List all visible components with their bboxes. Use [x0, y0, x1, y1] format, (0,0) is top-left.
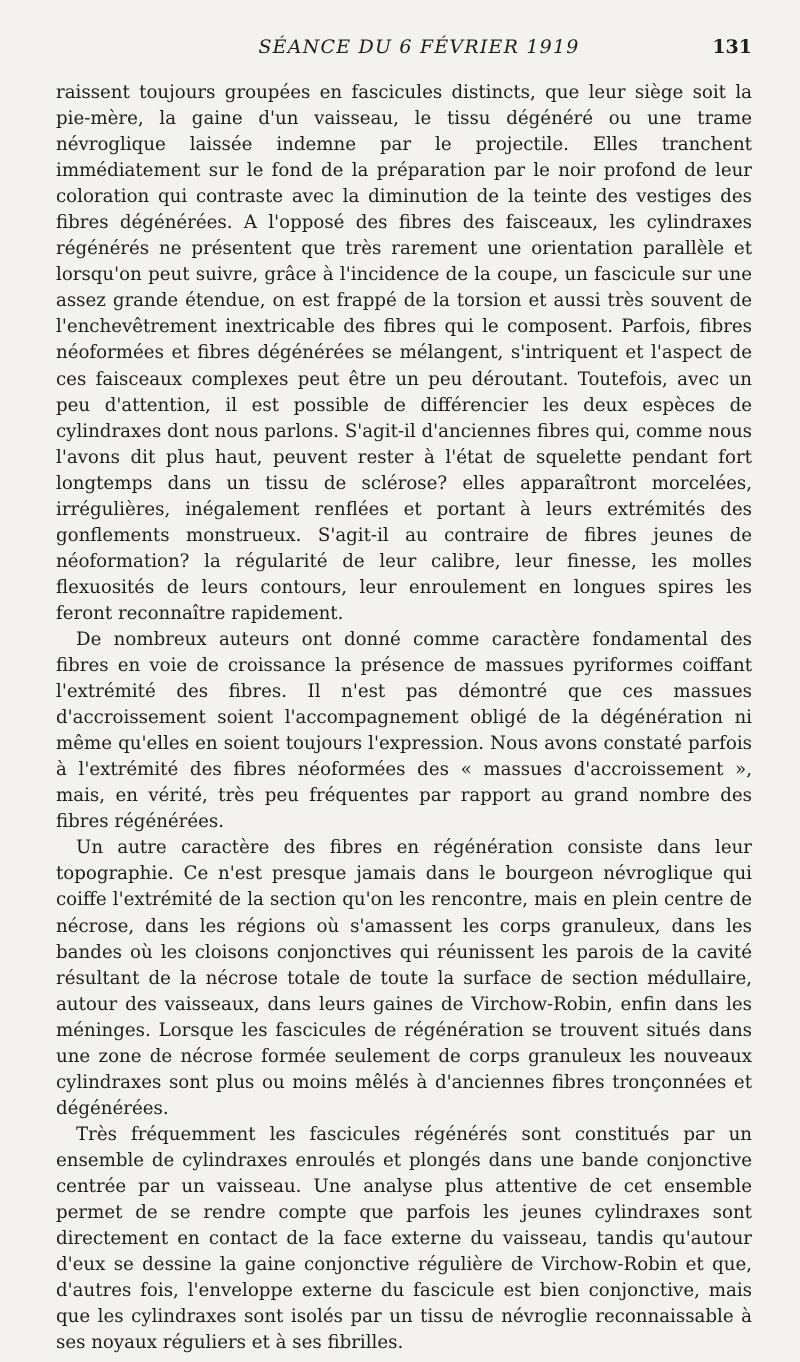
page-header: [56, 36, 752, 66]
paragraph-1: raissent toujours groupées en fascicules distincts, que leur siège soit la pie-mère, la gaine d'un vaisseau, le tissu dégénéré ou une trame névroglique laissée indemne par le projectile. Elles tranchent immédiatement sur le fond de la préparation par le noir profond de leur coloration qui contraste avec la diminution de la teinte des vestiges des fibres dégénérées. A l'opposé des fibres des faisceaux, les cylindraxes régénérés ne présentent que très rarement une orientation parallèle et lorsqu'on peut suivre, grâce à l'incidence de la coupe, un fascicule sur une assez grande étendue, on est frappé de la torsion et aussi très souvent de l'enchevêtrement inextricable des fibres qui le composent. Parfois, fibres néoformées et fibres dégénérées se mélangent, s'intriquent et l'aspect de ces faisceaux complexes peut être un peu déroutant. Toutefois, avec un peu d'attention, il est possible de différencier les deux espèces de cylindraxes dont nous parlons. S'agit-il d'anciennes fibres qui, comme nous l'avons dit plus haut, peuvent rester à l'état de squelette pendant fort longtemps dans un tissu de sclérose? elles apparaîtront morcelées, irrégulières, inégalement renflées et portant à leurs extrémités des gonflements monstrueux. S'agit-il au contraire de fibres jeunes de néoformation? la régularité de leur calibre, leur finesse, les molles flexuosités de leurs contours, leur enroulement en longues spires les feront reconnaître rapidement.: [56, 82, 752, 624]
running-title: SÉANCE DU 6 FÉVRIER 1919: [258, 36, 580, 58]
body-text: [56, 80, 752, 1356]
paragraph-4: Très fréquemment les fascicules régénérés sont constitués par un ensemble de cylindraxes enroulés et plongés dans une bande conjonctive centrée par un vaisseau. Une analyse plus attentive de cet ensemble permet de se rendre compte que parfois les jeunes cylindraxes sont directement en contact de la face externe du vaisseau, tandis qu'autour d'eux se dessine la gaine conjonctive régulière de Virchow-Robin et que, d'autres fois, l'enveloppe externe du fascicule est bien conjonctive, mais que les cylindraxes sont isolés par un tissu de névroglie reconnaissable à ses noyaux réguliers et à ses fibrilles.: [56, 1123, 752, 1354]
paragraph-3: Un autre caractère des fibres en régénération consiste dans leur topographie. Ce n'est presque jamais dans le bourgeon névroglique qui coiffe l'extrémité de la section qu'on les rencontre, mais en plein centre de nécrose, dans les régions où s'amassent les corps granuleux, dans les bandes où les cloisons conjonctives qui réunissent les parois de la cavité résultant de la nécrose totale de toute la surface de section médullaire, autour des vaisseaux, dans leurs gaines de Virchow-Robin, enfin dans les méninges. Lorsque les fascicules de régénération se trouvent situés dans une zone de nécrose formée seulement de corps granuleux les nouveaux cylindraxes sont plus ou moins mêlés à d'anciennes fibres tronçonnées et dégénérées.: [56, 837, 752, 1119]
page-number: 131: [712, 36, 752, 58]
paragraph-2: De nombreux auteurs ont donné comme caractère fondamental des fibres en voie de croissance la présence de massues pyriformes coiffant l'extrémité des fibres. Il n'est pas démontré que ces massues d'accroissement soient l'accompagnement obligé de la dégénération ni même qu'elles en soient toujours l'expression. Nous avons constaté parfois à l'extrémité des fibres néoformées des « massues d'accroissement », mais, en vérité, très peu fréquentes par rapport au grand nombre des fibres régénérées.: [56, 628, 752, 833]
